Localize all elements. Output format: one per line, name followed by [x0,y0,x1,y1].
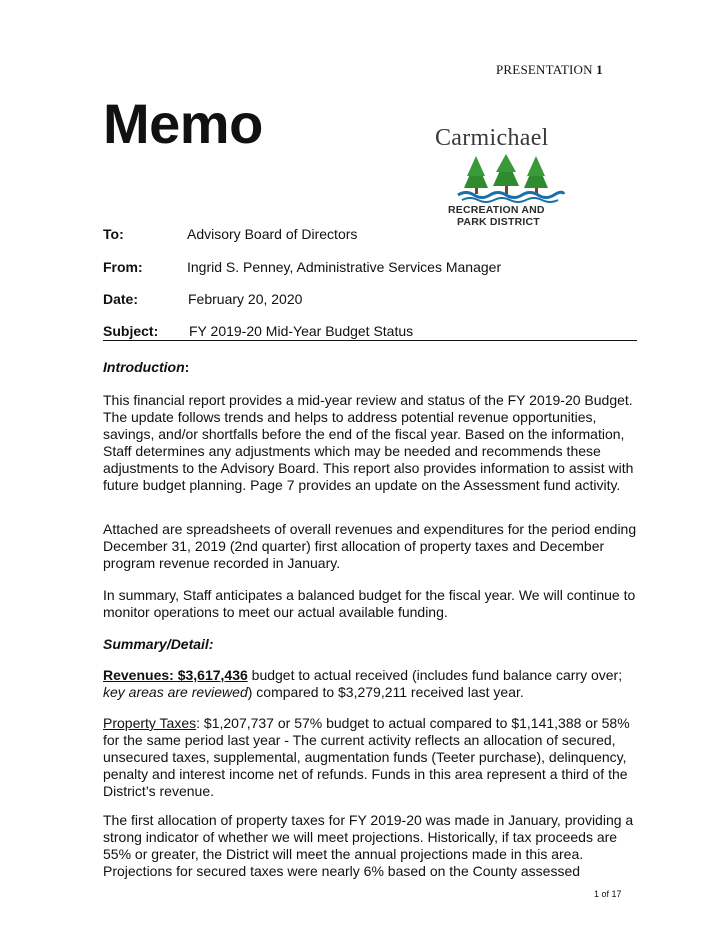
revenues-label: Revenues: $3,617,436 [103,667,248,683]
from-value: Ingrid S. Penney, Administrative Services Manager [187,259,502,275]
introduction-heading-colon: : [184,359,190,375]
presentation-number: 1 [596,62,603,77]
header-divider [103,340,637,341]
tree-icon [456,154,566,204]
revenues-paragraph [103,667,643,701]
summary-heading [103,636,643,653]
subject-label: Subject: [103,323,159,339]
logo-name: Carmichael [435,125,549,151]
intro-paragraph-2: Attached are spreadsheets of overall revenues and expenditures for the period ending December 31, 2019 (2nd quarter) first allocation of property taxes and December program revenue recorded in January. [103,521,637,571]
introduction-heading [103,359,643,376]
subject-value: FY 2019-20 Mid-Year Budget Status [189,323,414,339]
memo-title: Memo [103,92,263,155]
date-value: February 20, 2020 [188,291,303,307]
revenues-text-1: budget to actual received (includes fund balance carry over; [247,667,623,683]
presentation-label-text: PRESENTATION [496,62,593,77]
from-label: From: [103,259,143,275]
to-value: Advisory Board of Directors [187,226,358,242]
logo-subtitle-line2: PARK DISTRICT [457,216,540,228]
property-taxes-text: : $1,207,737 or 57% budget to actual compared to $1,141,388 or 58% for the same period last year - The current activity reflects an allocation of secured, unsecured taxes, supplemental, augmentation funds (Teeter purchase), delinquency, penalty and interest income net of refunds. Funds in this area represent a third of the District’s revenue. [103,715,630,799]
summary-heading-text: Summary/Detail: [103,636,214,652]
page-number: 1 of 17 [594,889,622,899]
presentation-label [496,62,603,78]
date-label: Date: [103,291,139,307]
district-logo [430,126,590,234]
property-taxes-label: Property Taxes [103,715,197,731]
revenues-italic: key areas are reviewed [103,684,248,700]
to-label: To: [103,226,124,242]
revenues-text-2: ) compared to $3,279,211 received last year. [247,684,524,700]
logo-subtitle-line1: RECREATION AND [448,204,545,216]
intro-paragraph-3: In summary, Staff anticipates a balanced budget for the fiscal year. We will continue to monitor operations to meet our actual available funding. [103,587,636,620]
intro-paragraph-1: This financial report provides a mid-year review and status of the FY 2019-20 Budget. The update follows trends and helps to address potential revenue opportunities, savings, and/or shortfalls before the end of the fiscal year. Based on the information, Staff determines any adjustments which may be needed and recommends these adjustments to the Advisory Board. This report also provides information to assist with future budget planning. Page 7 provides an update on the Assessment fund activity. [103,392,634,493]
introduction-heading-text: Introduction [103,359,185,375]
tax-allocation-paragraph: The first allocation of property taxes for FY 2019-20 was made in January, providing a strong indicator of whether we will meet projections. Historically, if tax proceeds are 55% or greater, the District will meet the annual projections made in this area. Projections for secured taxes were nearly 6% based on the County assessed [103,812,634,879]
property-taxes-paragraph [103,715,643,800]
